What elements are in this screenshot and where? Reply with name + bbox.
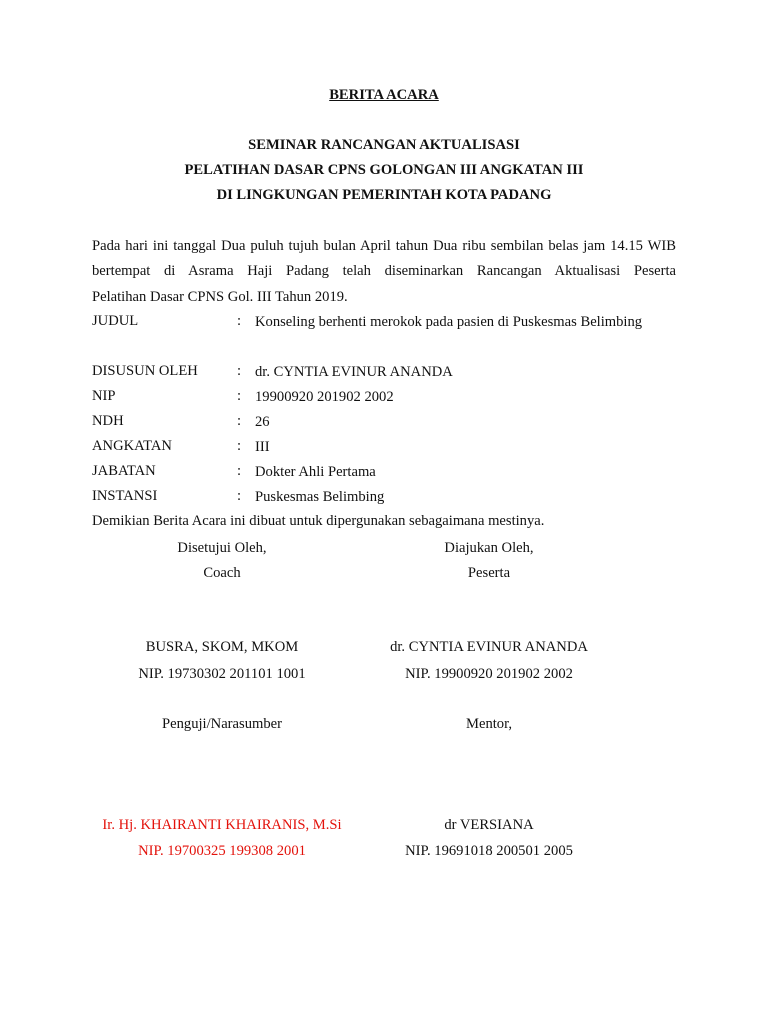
- field-label: NDH: [92, 413, 124, 429]
- field-value: 26: [255, 414, 270, 430]
- mentor-role: Mentor,: [465, 716, 513, 732]
- field-value: Puskesmas Belimbing: [255, 489, 385, 505]
- examiner-name: Ir. Hj. KHAIRANTI KHAIRANIS, M.Si: [102, 817, 342, 833]
- field-label: INSTANSI: [92, 488, 158, 504]
- submitted-name: dr. CYNTIA EVINUR ANANDA: [390, 639, 588, 655]
- field-value: 19900920 201902 2002: [255, 389, 394, 405]
- approved-name: BUSRA, SKOM, MKOM: [145, 639, 299, 655]
- approved-heading: Disetujui Oleh,: [177, 540, 267, 556]
- field-colon: :: [237, 388, 242, 404]
- intro-line-2: WIB bertempat di Asrama Haji Padang telah diseminarkan Rancangan Aktualisasi Peserta: [92, 238, 676, 280]
- examiner-nip: NIP. 19700325 199308 2001: [138, 843, 306, 859]
- field-value: III: [255, 439, 270, 455]
- field-colon: :: [237, 438, 242, 454]
- submitted-role: Peserta: [467, 565, 511, 581]
- approved-role: Coach: [203, 565, 241, 581]
- field-label: ANGKATAN: [92, 438, 172, 454]
- field-value: Konseling berhenti merokok pada pasien di Puskesmas Belimbing: [255, 314, 643, 330]
- field-colon: :: [237, 463, 242, 479]
- intro-line-3: Pelatihan Dasar CPNS Gol. III Tahun 2019.: [92, 288, 348, 305]
- approved-nip: NIP. 19730302 201101 1001: [138, 666, 306, 682]
- field-colon: :: [237, 313, 242, 329]
- field-label: DISUSUN OLEH: [92, 363, 198, 379]
- subtitle-line-2: PELATIHAN DASAR CPNS GOLONGAN III ANGKATAN III: [184, 162, 584, 178]
- closing-statement: Demikian Berita Acara ini dibuat untuk dipergunakan sebagaimana mestinya.: [92, 513, 545, 529]
- intro-paragraph: [92, 234, 676, 310]
- examiner-role: Penguji/Narasumber: [162, 716, 282, 732]
- submitted-heading: Diajukan Oleh,: [444, 540, 534, 556]
- field-row-judul: [92, 313, 692, 338]
- field-label: JUDUL: [92, 313, 139, 329]
- mentor-nip: NIP. 19691018 200501 2005: [405, 843, 573, 859]
- field-row-instansi: [92, 488, 692, 513]
- mentor-name: dr VERSIANA: [444, 817, 534, 833]
- field-colon: :: [237, 488, 242, 504]
- field-label: NIP: [92, 388, 116, 404]
- intro-line-1: Pada hari ini tanggal Dua puluh tujuh bulan April tahun Dua ribu sembilan belas jam 14.15: [92, 238, 643, 254]
- field-colon: :: [237, 363, 242, 379]
- field-colon: :: [237, 413, 242, 429]
- field-value: Dokter Ahli Pertama: [255, 464, 376, 480]
- field-label: JABATAN: [92, 463, 156, 479]
- submitted-nip: NIP. 19900920 201902 2002: [405, 666, 573, 682]
- document-title: BERITA ACARA: [329, 87, 439, 103]
- subtitle-line-1: SEMINAR RANCANGAN AKTUALISASI: [248, 137, 520, 153]
- field-value: dr. CYNTIA EVINUR ANANDA: [255, 364, 453, 380]
- subtitle-line-3: DI LINGKUNGAN PEMERINTAH KOTA PADANG: [216, 187, 552, 203]
